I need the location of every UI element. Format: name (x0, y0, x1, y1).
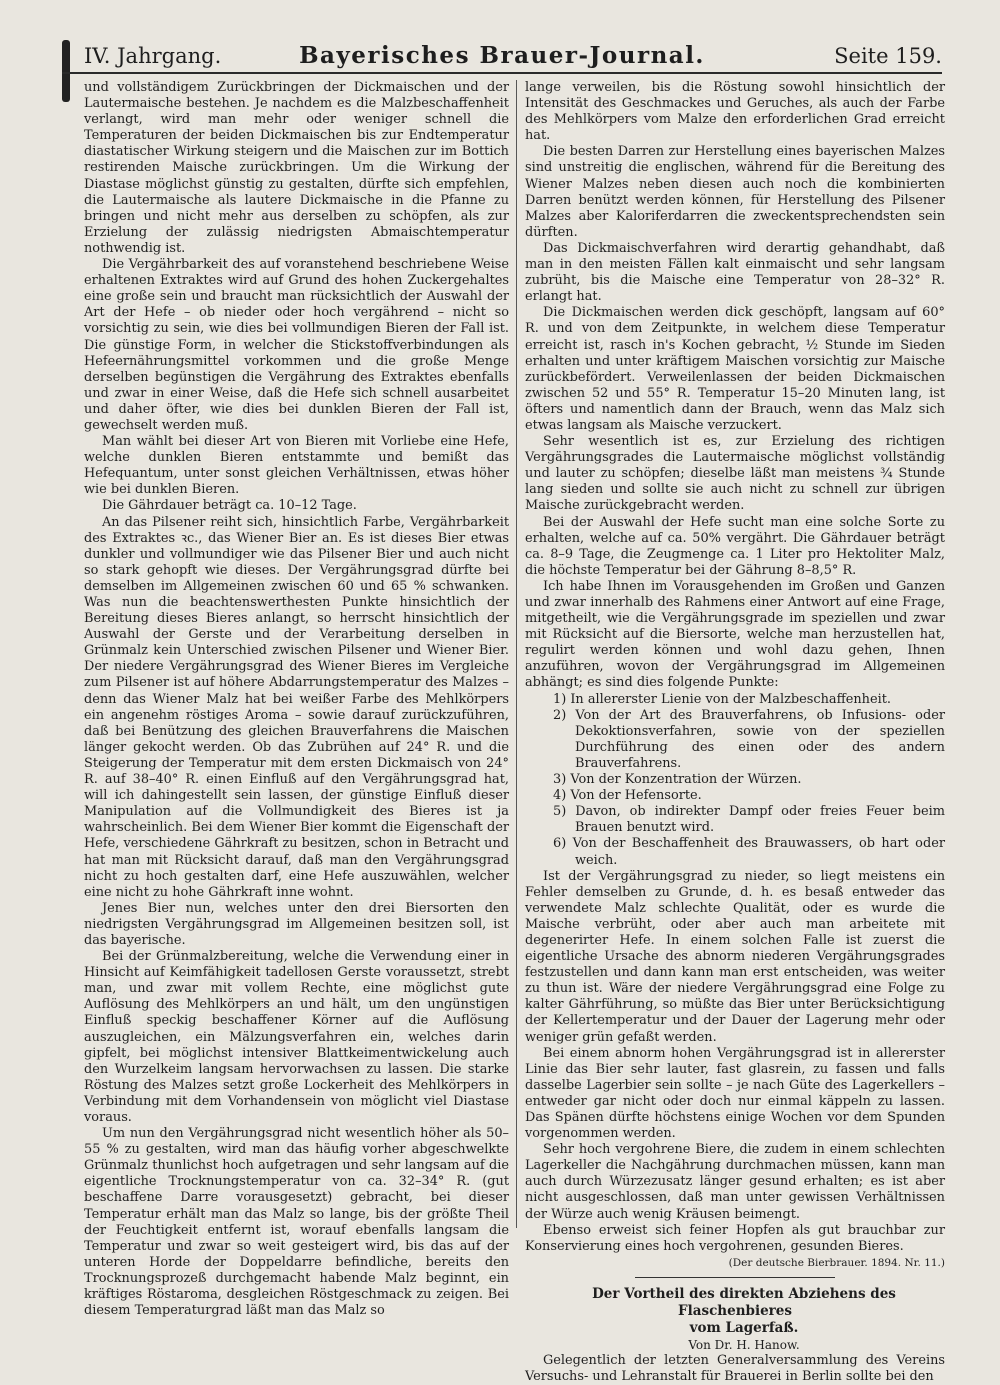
page-number: Seite 159. (834, 44, 942, 68)
volume-label: IV. Jahrgang. (84, 44, 222, 68)
paragraph: Bei einem abnorm hohen Vergährungsgrad ist in allererster Linie das Bier sehr lauter, fast glasrein, zu fassen und falls dasselbe Lagerbier sein sollte – je nach Güte des Lagerkellers – entweder gar nicht oder doch nur einmal käppeln zu lassen. Das Spänen dürfte höchstens einige Wochen vor dem Spunden vorgenommen werden. (525, 1045, 945, 1142)
article-title-line2: vom Lagerfaß. (689, 1319, 799, 1336)
paragraph: Ich habe Ihnen im Vorausgehenden im Großen und Ganzen und zwar innerhalb des Rahmens einer Antwort auf eine Frage, mitgetheilt, wie die Vergährungsgrade im speziellen und zwar mit Rücksicht auf die Biersorte, welche man herzustellen hat, regulirt werden können und wohl dazu gehen, Ihnen anzuführen, wovon der Vergährungsgrad im Allgemeinen abhängt; es sind dies folgende Punkte: (525, 578, 945, 691)
left-column (84, 80, 510, 1319)
paragraph: Sehr wesentlich ist es, zur Erzielung des richtigen Vergährungsgrades die Lautermaische möglichst vollständig und lauter zu schöpfen; dieselbe läßt man meistens ¾ Stunde lang sieden und sollte sie auch nicht zu schnell zur übrigen Maische zurückgebracht werden. (525, 434, 945, 514)
article-author: Von Dr. H. Hanow. (688, 1337, 800, 1352)
list-item: 4) Von der Hefensorte. (553, 788, 702, 804)
paragraph: An das Pilsener reiht sich, hinsichtlich Farbe, Vergährbarkeit des Extraktes ꝛc., das Wiener Bier an. Es ist dieses Bier etwas dunkler und vollmundiger wie das Pilsener Bier und auch nicht so stark gehopft wie dieses. Der Vergährungsgrad dürfte bei demselben im Allgemeinen zwischen 60 und 65 % schwanken. Was nun die beachtenswerthesten Punkte hinsichtlich der Bereitung dieses Bieres anlangt, so herrscht hinsichtlich der Auswahl der Gerste und der Verarbeitung derselben in Grünmalz kein Unterschied zwischen Pilsener und Wiener Bier. Der niedere Vergährungsgrad des Wiener Bieres im Vergleiche zum Pilsener ist auf höhere Abdarrungstemperatur des Malzes – denn das Wiener Malz hat bei weißer Farbe des Mehlkörpers ein angenehm röstiges Aroma – sowie darauf zurückzuführen, daß bei Benützung des gleichen Brauverfahrens die Maischen länger gekocht werden. Ob das Zubrühen auf 24° R. und die Steigerung der Temperatur mit dem ersten Dickmaisch von 24° R. auf 38–40° R. einen Einfluß auf den Vergährungsgrad hat, will ich dahingestellt sein lassen, der günstige Einfluß dieser Manipulation auf die Vollmundigkeit des Bieres ist ja wahrscheinlich. Bei dem Wiener Bier kommt die Eigenschaft der Hefe, verschiedene Gährkraft zu besitzen, schon in Betracht und hat man mit Rücksicht darauf, daß man den Vergährungsgrad nicht zu hoch gestalten darf, eine Hefe auszuwählen, welcher eine nicht zu hohe Gährkraft inne wohnt. (84, 514, 510, 900)
paragraph: Um nun den Vergährungsgrad nicht wesentlich höher als 50–55 % zu gestalten, wird man das häufig vorher abgeschwelkte Grünmalz thunlichst hoch aufgetragen und sehr langsam auf die eigentliche Trocknungstemperatur von ca. 32–34° R. (gut beschaffene Darre vorausgesetzt) gebracht, bei dieser Temperatur erhält man das Malz so lange, bis der größte Theil der Feuchtigkeit entfernt ist, worauf ebenfalls langsam die Temperatur und zwar so weit gesteigert wird, bis das auf der unteren Horde der Doppeldarre befindliche, bereits den Trocknungsprozeß durchgemacht habende Malz beginnt, ein kräftiges Röstaroma, desgleichen Röstgeschmack zu zeigen. Bei diesem Temperaturgrad läßt man das Malz so (84, 1126, 509, 1319)
paragraph: Bei der Auswahl der Hefe sucht man eine solche Sorte zu erhalten, welche auf ca. 50% vergährt. Die Gährdauer beträgt ca. 8–9 Tage, die Zeugmenge ca. 1 Liter pro Hektoliter Malz, die höchste Temperatur bei der Gährung 8–8,5° R. (525, 514, 945, 578)
list-item: 5) Davon, ob indirekter Dampf oder freies Feuer beim Brauen benutzt wird. (553, 804, 945, 836)
journal-title: Bayerisches Brauer-Journal. (299, 42, 705, 69)
factor-list (525, 692, 945, 869)
list-item: 2) Von der Art des Brauverfahrens, ob Infusions- oder Dekoktionsverfahren, sowie von der speziellen Durchführung des einen oder des andern Brauverfahrens. (553, 707, 945, 771)
paragraph: Das Dickmaischverfahren wird derartig gehandhabt, daß man in den meisten Fällen kalt einmaischt und sehr langsam zubrüht, bis die Maische eine Temperatur von 28–32° R. erlangt hat. (525, 240, 945, 305)
column-divider (516, 80, 517, 1228)
page-header (62, 38, 942, 74)
paragraph: Die Gährdauer beträgt ca. 10–12 Tage. (102, 498, 357, 514)
list-item: 1) In allererster Lienie von der Malzbeschaffenheit. (553, 691, 891, 707)
list-item: 3) Von der Konzentration der Würzen. (553, 772, 802, 788)
right-column (525, 80, 945, 1385)
paragraph: Die Dickmaischen werden dick geschöpft, langsam auf 60° R. und von dem Zeitpunkte, in welchem diese Temperatur erreicht ist, rasch in's Kochen gebracht, ½ Stunde im Sieden erhalten und unter kräftigem Maischen vorsichtig zur Maische zurückbefördert. Verweilenlassen der beiden Dickmaischen zwischen 52 und 55° R. Temperatur 15–20 Minuten lang, ist öfters und namentlich dann der Brauch, wenn das Malz sich etwas langsam als Maische verzuckert. (525, 305, 945, 433)
paragraph: lange verweilen, bis die Röstung sowohl hinsichtlich der Intensität des Geschmackes und Geruches, als auch der Farbe des Mehlkörpers vom Malze den erforderlichen Grad erreicht hat. (525, 80, 945, 144)
section-rule (635, 1277, 835, 1278)
paragraph: Die besten Darren zur Herstellung eines bayerischen Malzes sind unstreitig die englischen, während für die Bereitung des Wiener Malzes neben diesen auch noch die kombinierten Darren benützt werden können, für Herstellung des Pilsener Malzes aber Kaloriferdarren die zweckentsprechendsten sein dürften. (525, 144, 945, 240)
paragraph: und vollständigem Zurückbringen der Dickmaischen und der Lautermaische bestehen. Je nachdem es die Malzbeschaffenheit verlangt, wird man mehr oder weniger schnell die Temperaturen der beiden Dickmaischen bis zur Endtemperatur diastatischer Wirkung steigern und die Maischen zur im Bottich restirenden Maische zurückbringen. Um die Wirkung der Diastase möglichst günstig zu gestalten, dürfte sich empfehlen, die Lautermaische als lautere Dickmaische in die Pfanne zu bringen und nicht mehr aus derselben zu schöpfen, als zur Erzielung der zulässig niedrigsten Abmaischtemperatur nothwendig ist. (84, 80, 509, 256)
paragraph: Man wählt bei dieser Art von Bieren mit Vorliebe eine Hefe, welche dunklen Bieren entstammte und bemißt das Hefequantum, unter sonst gleichen Verhältnissen, etwas höher wie bei dunklen Bieren. (84, 434, 509, 498)
paragraph: Jenes Bier nun, welches unter den drei Biersorten den niedrigsten Vergährungsgrad im Allgemeinen besitzen soll, ist das bayerische. (84, 900, 509, 948)
paragraph: Ist der Vergährungsgrad zu nieder, so liegt meistens ein Fehler demselben zu Grunde, d. h. es besaß entweder das verwendete Malz schlechte Qualität, oder es wurde die Maische verbrüht, oder aber auch man arbeitete mit degenerirter Hefe. In einem solchen Falle ist zuerst die eigentliche Ursache des abnorm niederen Vergährungsgrades festzustellen und dann kann man erst entscheiden, was weiter zu thun ist. Wäre der niedere Vergährungsgrad eine Folge zu kalter Gährführung, so müßte das Bier unter Berücksichtigung der Kellertemperatur und der Dauer der Lagerung mehr oder weniger grün gefaßt werden. (525, 868, 945, 1045)
paragraph: Gelegentlich der letzten Generalversammlung des Vereins Versuchs- und Lehranstalt für Brauerei in Berlin sollte bei den (525, 1353, 945, 1385)
paragraph: Ebenso erweist sich feiner Hopfen als gut brauchbar zur Konservierung eines hoch vergohrenen, gesunden Bieres. (525, 1222, 945, 1254)
citation: (Der deutsche Bierbrauer. 1894. Nr. 11.) (728, 1256, 945, 1269)
article-title-line1: Der Vortheil des direkten Abziehens des Flaschenbieres (592, 1285, 896, 1319)
paragraph: Die Vergährbarkeit des auf voranstehend beschriebene Weise erhaltenen Extraktes wird auf Grund des hohen Zuckergehaltes eine große sein und braucht man rücksichtlich der Auswahl der Art der Hefe – ob nieder oder hoch vergährend – nicht so vorsichtig zu sein, wie dies bei vollmundigen Bieren der Fall ist. Die günstige Form, in welcher die Stickstoffverbindungen als Hefeernährungsmittel vorkommen und die große Menge derselben begünstigen die Vergährung des Extraktes ebenfalls und zwar in einer Weise, daß die Hefe sich schnell ausarbeitet und daher öfter, wie dies bei dunklen Bieren der Fall ist, gewechselt werden muß. (84, 257, 509, 433)
list-item: 6) Von der Beschaffenheit des Brauwassers, ob hart oder weich. (553, 836, 945, 868)
paragraph: Sehr hoch vergohrene Biere, die zudem in einem schlechten Lagerkeller die Nachgährung durchmachen müssen, kann man auch durch Würzezusatz länger gesund erhalten; es ist aber nicht ausgeschlossen, daß man unter gewissen Verhältnissen der Würze auch wenig Kräusen beimengt. (525, 1142, 945, 1222)
paragraph: Bei der Grünmalzbereitung, welche die Verwendung einer in Hinsicht auf Keimfähigkeit tadellosen Gerste voraussetzt, strebt man, und zwar mit vollem Rechte, eine möglichst gute Auflösung des Mehlkörpers an und hält, um den ungünstigen Einfluß speckig beschaffener Körner auf die Auflösung auszugleichen, ein Mälzungsverfahren ein, welches darin gipfelt, bei möglichst intensiver Blattkeimentwickelung auch den Wurzelkeim langsam hervorwachsen zu lassen. Die starke Röstung des Malzes setzt große Lockerheit des Mehlkörpers in Verbindung mit dem Vorhandensein von möglicht viel Diastase voraus. (84, 949, 509, 1125)
